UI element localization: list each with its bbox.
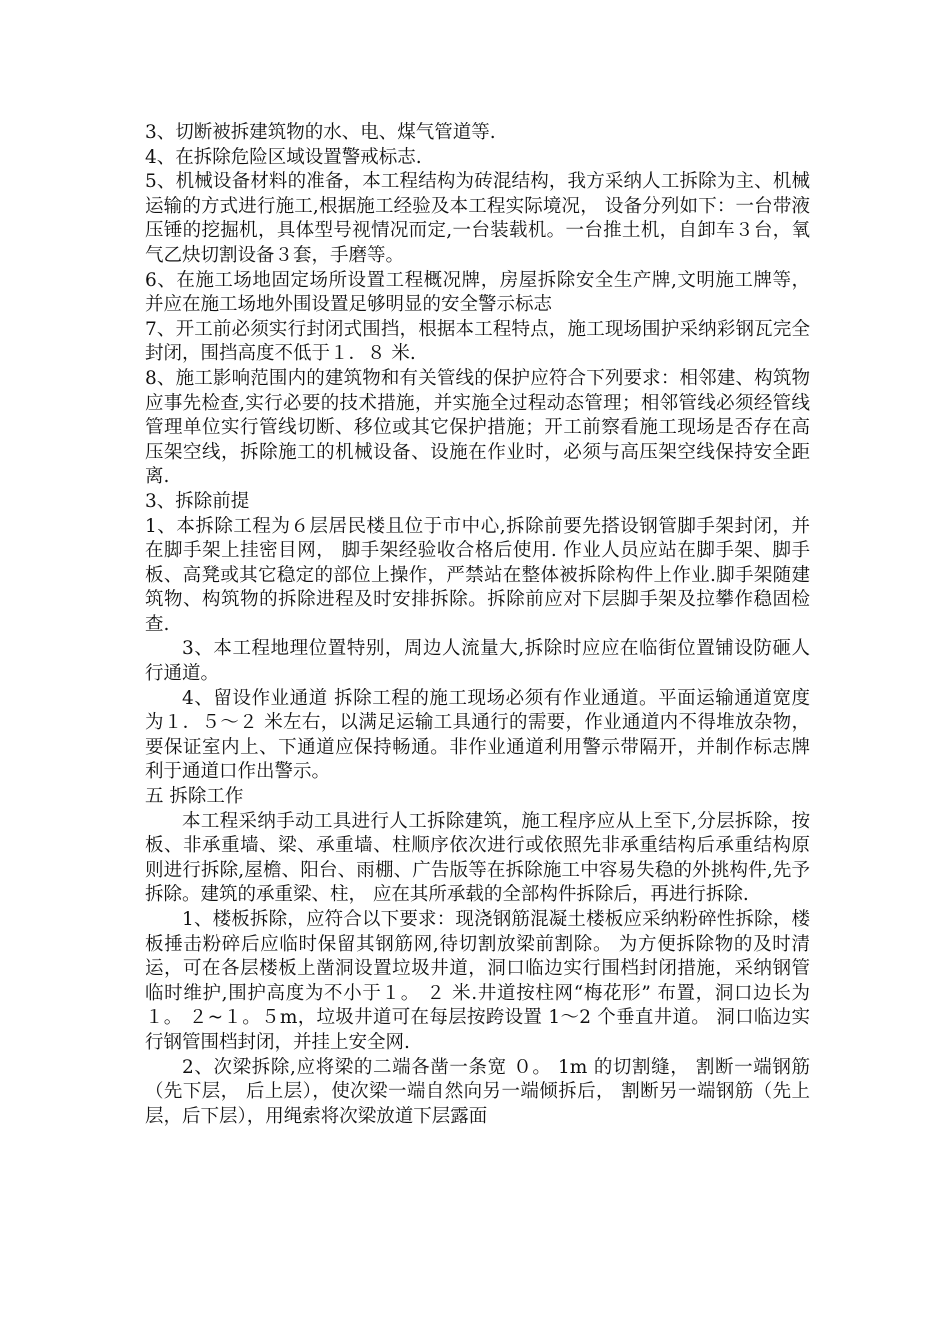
paragraph-3: 5、机械设备材料的准备，本工程结构为砖混结构，我方采纳人工拆除为主、机械运输的方式进行施工,根据施工经验及本工程实际境况， 设备分列如下：一台带液压锤的挖掘机，具体型号视情况而定,一台装载机。一台推土机，自卸车３台，氧气乙炔切割设备３套，手磨等。 [145, 171, 810, 266]
paragraph-6: 8、施工影响范围内的建筑物和有关管线的保护应符合下列要求：相邻建、构筑物应事先检查,实行必要的技术措施，并实施全过程动态管理；相邻管线必须经管线管理单位实行管线切断、移位或其它保护措施；开工前察看施工现场是否存在高压架空线，拆除施工的机械设备、设施在作业时，必须与高压架空线保持安全距离. [145, 367, 810, 488]
paragraph-2: 4、在拆除危险区域设置警戒标志. [145, 146, 422, 168]
paragraph-14: 2、次梁拆除,应将梁的二端各凿一条宽 ０。 1m 的切割缝， 割断一端钢筋（先下层， 后上层），使次梁一端自然向另一端倾拆后， 割断另一端钢筋（先上层，后下层），用绳索将次梁放道下层露面 [145, 1056, 810, 1127]
paragraph-10: 4、留设作业通道 拆除工程的施工现场必须有作业通道。平面运输通道宽度为１．５～２ 米左右，以满足运输工具通行的需要，作业通道内不得堆放杂物，要保证室内上、下通道应保持畅通。非作业通道利用警示带隔开，并制作标志牌利于通道口作出警示。 [145, 687, 810, 783]
section-heading-3: 3、拆除前提 [145, 490, 250, 512]
paragraph-5: 7、开工前必须实行封闭式围挡，根据本工程特点，施工现场围护采纳彩钢瓦完全封闭，围挡高度不低于１．８ 米. [145, 318, 810, 365]
paragraph-13: 1、楼板拆除，应符合以下要求：现浇钢筋混凝土楼板应采纳粉碎性拆除，楼板捶击粉碎后应临时保留其钢筋网,待切割放梁前割除。 为方便拆除物的及时清运，可在各层楼板上凿洞设置垃圾井道，洞口临边实行围档封闭措施，采纳钢管临时维护,围护高度为不小于１。 ２ 米.井道按柱网“梅花形” 布置，洞口边长为１。 ２~１。５m，垃圾井道可在每层按跨设置 1～2 个垂直井道。 洞口临边实行钢管围档封闭，并挂上安全网. [145, 909, 810, 1053]
document-page [145, 121, 810, 1129]
paragraph-12: 本工程采纳手动工具进行人工拆除建筑，施工程序应从上至下,分层拆除，按板、非承重墙、梁、承重墙、柱顺序依次进行或依照先非承重结构后承重结构原则进行拆除,屋檐、阳台、雨棚、广告版等在拆除施工中容易失稳的外挑构件,先予拆除。建筑的承重梁、柱， 应在其所承载的全部构件拆除后，再进行拆除. [145, 810, 810, 906]
paragraph-8: 1、本拆除工程为６层居民楼且位于市中心,拆除前要先搭设钢管脚手架封闭，并在脚手架上挂密目网， 脚手架经验收合格后使用. 作业人员应站在脚手架、脚手板、高凳或其它稳定的部位上操作，严禁站在整体被拆除构件上作业.脚手架随建筑物、构筑物的拆除进程及时安排拆除。拆除前应对下层脚手架及拉攀作稳固检查. [145, 515, 810, 635]
section-heading-5: 五 拆除工作 [145, 786, 244, 808]
paragraph-1: 3、切断被拆建筑物的水、电、煤气管道等. [145, 122, 496, 143]
paragraph-9: 3、本工程地理位置特别，周边人流量大,拆除时应应在临街位置铺设防砸人行通道。 [145, 638, 810, 685]
paragraph-4: 6、在施工场地固定场所设置工程概况牌，房屋拆除安全生产牌,文明施工牌等，并应在施工场地外围设置足够明显的安全警示标志 [145, 269, 810, 316]
